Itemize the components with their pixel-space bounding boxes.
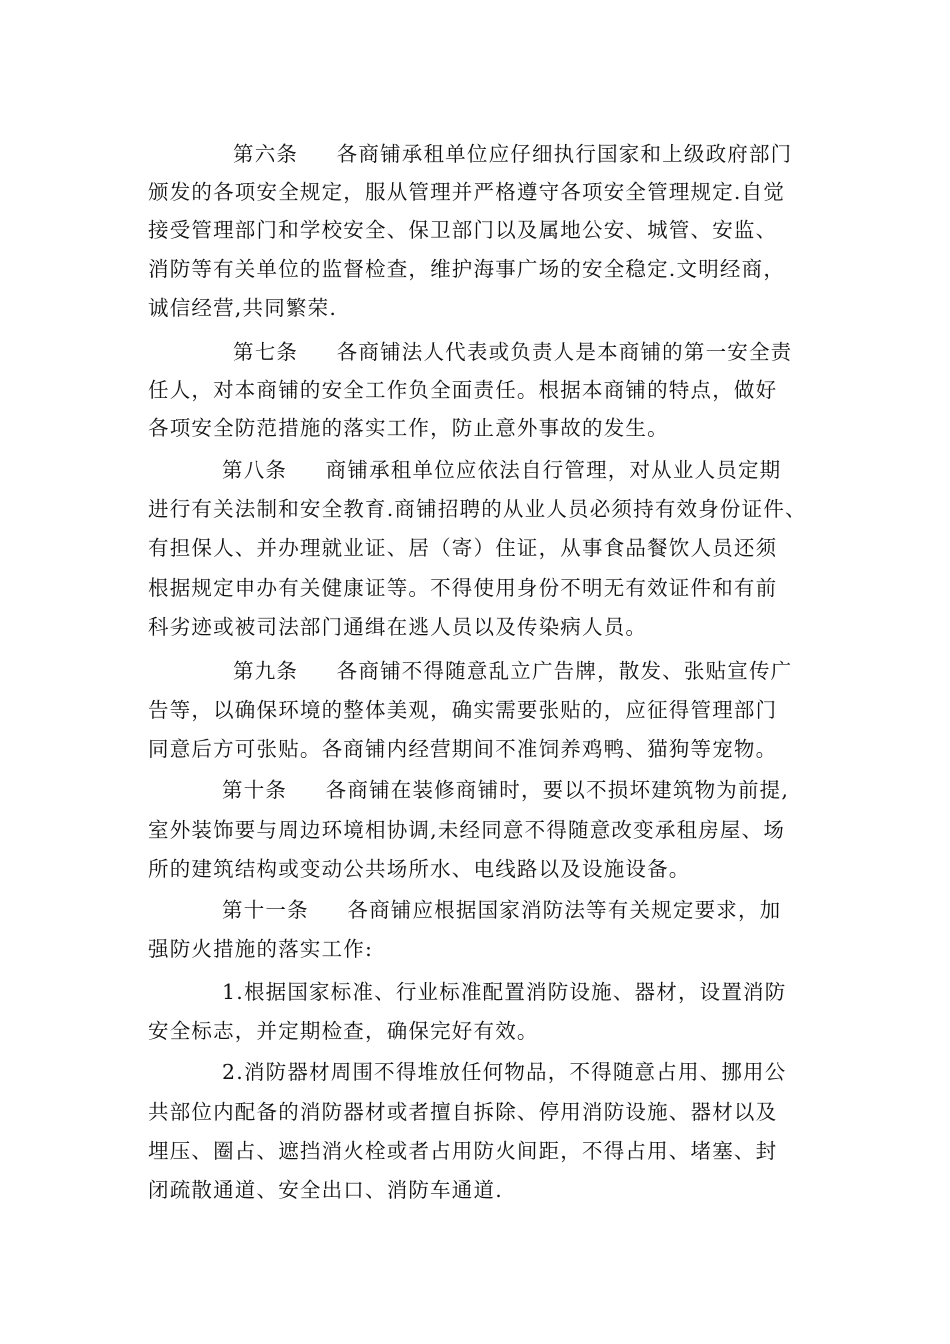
article-7-line-2: 任人，对本商铺的安全工作负全面责任。根据本商铺的特点，做好 [148,378,778,402]
article-8-line-1: 第八条 商铺承租单位应依法自行管理，对从业人员定期 [222,458,782,482]
article-11-line-1: 第十一条 各商铺应根据国家消防法等有关规定要求，加 [222,898,782,922]
article-8-line-4: 根据规定申办有关健康证等。不得使用身份不明无有效证件和有前 [148,576,778,600]
item-2-line-3: 埋压、圈占、遮挡消火栓或者占用防火间距，不得占用、堵塞、封 [148,1139,778,1163]
article-9-line-1: 第九条 各商铺不得随意乱立广告牌，散发、张贴宣传广 [233,659,793,683]
item-2-line-1: 2.消防器材周围不得堆放任何物品，不得随意占用、挪用公 [222,1060,787,1084]
article-6-line-1: 第六条 各商铺承租单位应仔细执行国家和上级政府部门 [233,142,793,166]
item-2-line-4: 闭疏散通道、安全出口、消防车通道. [148,1178,503,1202]
article-9-line-2: 告等，以确保环境的整体美观，确实需要张贴的，应征得管理部门 [148,698,778,722]
article-9-line-3: 同意后方可张贴。各商铺内经营期间不准饲养鸡鸭、猫狗等宠物。 [148,737,778,761]
article-6-line-5: 诚信经营,共同繁荣. [148,296,338,320]
article-7-line-3: 各项安全防范措施的落实工作，防止意外事故的发生。 [148,416,669,440]
article-7-line-1: 第七条 各商铺法人代表或负责人是本商铺的第一安全责 [233,340,793,364]
item-1-line-2: 安全标志，并定期检查，确保完好有效。 [148,1019,539,1043]
item-1-line-1: 1.根据国家标准、行业标准配置消防设施、器材，设置消防 [222,980,787,1004]
item-2-line-2: 共部位内配备的消防器材或者擅自拆除、停用消防设施、器材以及 [148,1100,778,1124]
article-10-line-1: 第十条 各商铺在装修商铺时，要以不损坏建筑物为前提, [222,778,790,802]
article-6-line-3: 接受管理部门和学校安全、保卫部门以及属地公安、城管、安监、 [148,218,778,242]
article-6-line-2: 颁发的各项安全规定，服从管理并严格遵守各项安全管理规定.自觉 [148,180,786,204]
article-11-line-2: 强防火措施的落实工作: [148,937,374,961]
article-6-line-4: 消防等有关单位的监督检查，维护海事广场的安全稳定.文明经商， [148,257,786,281]
article-10-line-2: 室外装饰要与周边环境相协调,未经同意不得随意改变承租房屋、场 [148,818,786,842]
article-8-line-5: 科劣迹或被司法部门通缉在逃人员以及传染病人员。 [148,615,648,639]
article-8-line-3: 有担保人、并办理就业证、居（寄）住证，从事食品餐饮人员还须 [148,536,778,560]
article-8-line-2: 进行有关法制和安全教育.商铺招聘的从业人员必须持有效身份证件、 [148,497,807,521]
article-10-line-3: 所的建筑结构或变动公共场所水、电线路以及设施设备。 [148,857,691,881]
